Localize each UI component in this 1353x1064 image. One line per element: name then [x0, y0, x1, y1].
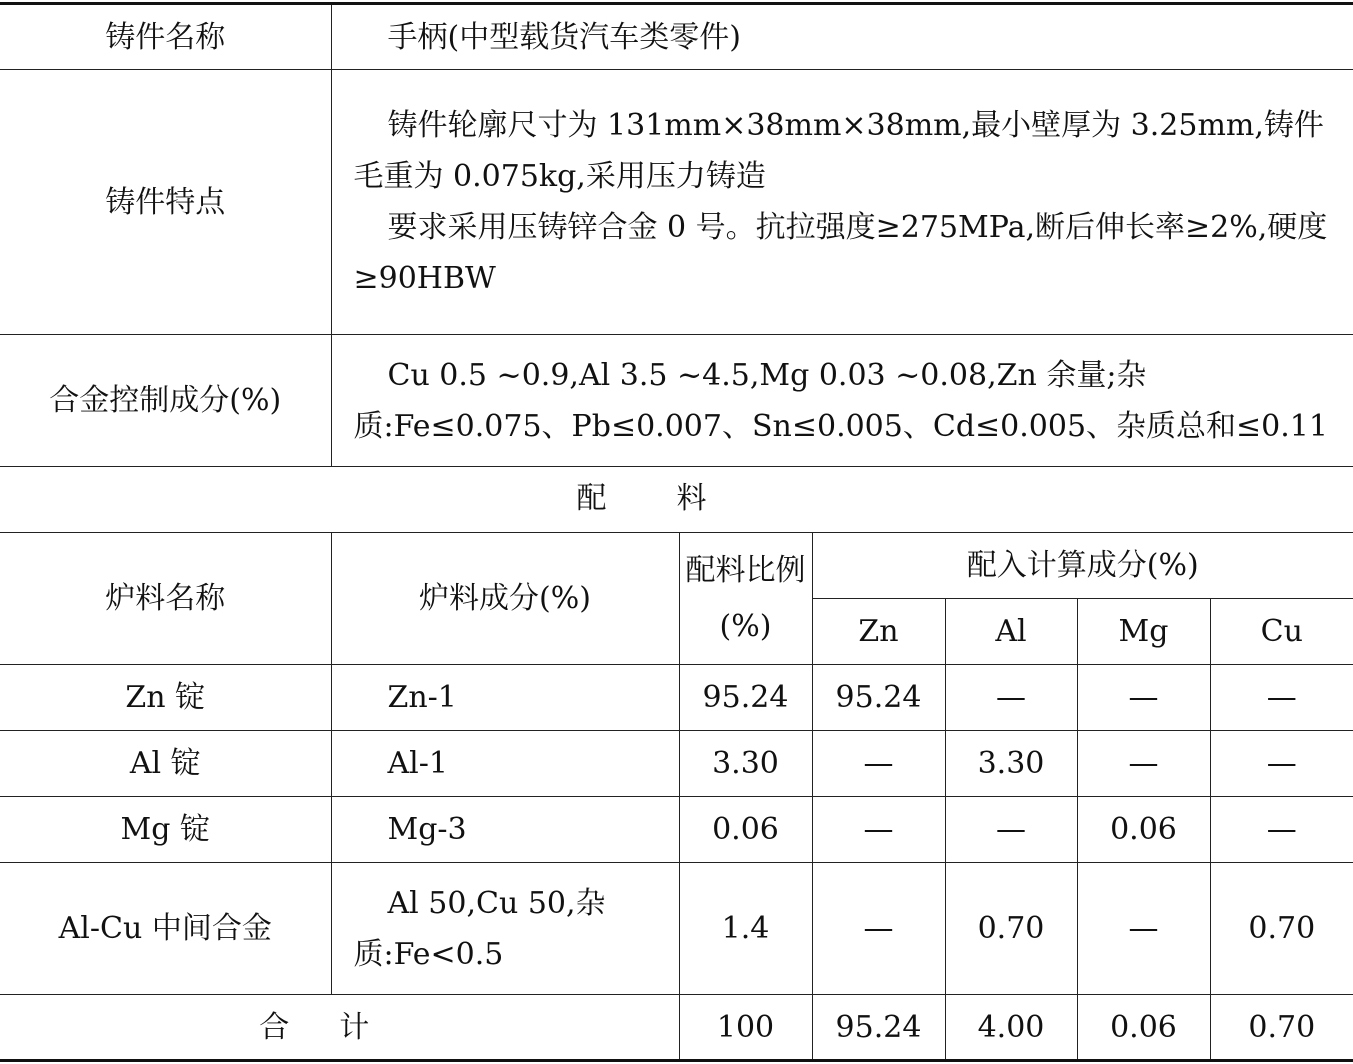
- header-row-1: [0, 533, 1353, 599]
- casting-name-label: 铸件名称: [0, 4, 331, 70]
- casting-feature-row: [0, 70, 1353, 335]
- table-row: [0, 731, 1353, 797]
- alloy-composition-row: [0, 335, 1353, 467]
- row-ratio: 1.4: [679, 863, 812, 995]
- casting-feature-label: 铸件特点: [0, 70, 331, 335]
- row-charge-composition: Zn-1: [331, 665, 679, 731]
- total-ratio: 100: [679, 995, 812, 1061]
- total-al: 4.00: [945, 995, 1077, 1061]
- header-ratio: 配料比例(%): [679, 533, 812, 665]
- total-cu: 0.70: [1210, 995, 1353, 1061]
- row-zn: —: [812, 731, 945, 797]
- total-row: [0, 995, 1353, 1061]
- table-row: [0, 797, 1353, 863]
- header-calculated-composition: 配入计算成分(%): [812, 533, 1353, 599]
- row-zn: 95.24: [812, 665, 945, 731]
- row-cu: —: [1210, 731, 1353, 797]
- row-al: 0.70: [945, 863, 1077, 995]
- casting-name-value: 手柄(中型载货汽车类零件): [331, 4, 1353, 70]
- table-row: [0, 665, 1353, 731]
- alloy-composition-label: 合金控制成分(%): [0, 335, 331, 467]
- row-al: —: [945, 797, 1077, 863]
- table-row: [0, 863, 1353, 995]
- row-ratio: 95.24: [679, 665, 812, 731]
- row-charge-name: Mg 锭: [0, 797, 331, 863]
- header-al: Al: [945, 599, 1077, 665]
- header-charge-composition: 炉料成分(%): [331, 533, 679, 665]
- total-zn: 95.24: [812, 995, 945, 1061]
- total-mg: 0.06: [1077, 995, 1210, 1061]
- casting-name-row: [0, 4, 1353, 70]
- row-charge-composition: Mg-3: [331, 797, 679, 863]
- row-charge-name: Zn 锭: [0, 665, 331, 731]
- row-charge-name: Al 锭: [0, 731, 331, 797]
- casting-info-table: [0, 2, 1353, 467]
- row-mg: —: [1077, 731, 1210, 797]
- row-cu: —: [1210, 665, 1353, 731]
- row-mg: —: [1077, 863, 1210, 995]
- row-charge-composition: Al-1: [331, 731, 679, 797]
- casting-feature-line1: 铸件轮廓尺寸为 131mm×38mm×38mm,最小壁厚为 3.25mm,铸件毛重为 0.075kg,采用压力铸造: [353, 108, 1324, 194]
- casting-feature-cell: [331, 70, 1353, 335]
- row-zn: —: [812, 863, 945, 995]
- row-mg: —: [1077, 665, 1210, 731]
- row-al: —: [945, 665, 1077, 731]
- row-charge-composition: Al 50,Cu 50,杂质:Fe<0.5: [331, 863, 679, 995]
- header-mg: Mg: [1077, 599, 1210, 665]
- row-cu: 0.70: [1210, 863, 1353, 995]
- header-cu: Cu: [1210, 599, 1353, 665]
- row-ratio: 0.06: [679, 797, 812, 863]
- header-zn: Zn: [812, 599, 945, 665]
- casting-feature-line2: 要求采用压铸锌合金 0 号。抗拉强度≥275MPa,断后伸长率≥2%,硬度≥90HBW: [353, 210, 1328, 296]
- row-zn: —: [812, 797, 945, 863]
- row-cu: —: [1210, 797, 1353, 863]
- alloy-composition-value: Cu 0.5 ~0.9,Al 3.5 ~4.5,Mg 0.03 ~0.08,Zn 余量;杂质:Fe≤0.075、Pb≤0.007、Sn≤0.005、Cd≤0.005、杂质总和≤0.11: [331, 335, 1353, 467]
- row-al: 3.30: [945, 731, 1077, 797]
- header-charge-name: 炉料名称: [0, 533, 331, 665]
- total-label: 合计: [0, 995, 679, 1061]
- row-mg: 0.06: [1077, 797, 1210, 863]
- row-charge-name: Al-Cu 中间合金: [0, 863, 331, 995]
- row-ratio: 3.30: [679, 731, 812, 797]
- section-title: 配料: [576, 481, 777, 516]
- batching-table: [0, 532, 1353, 1062]
